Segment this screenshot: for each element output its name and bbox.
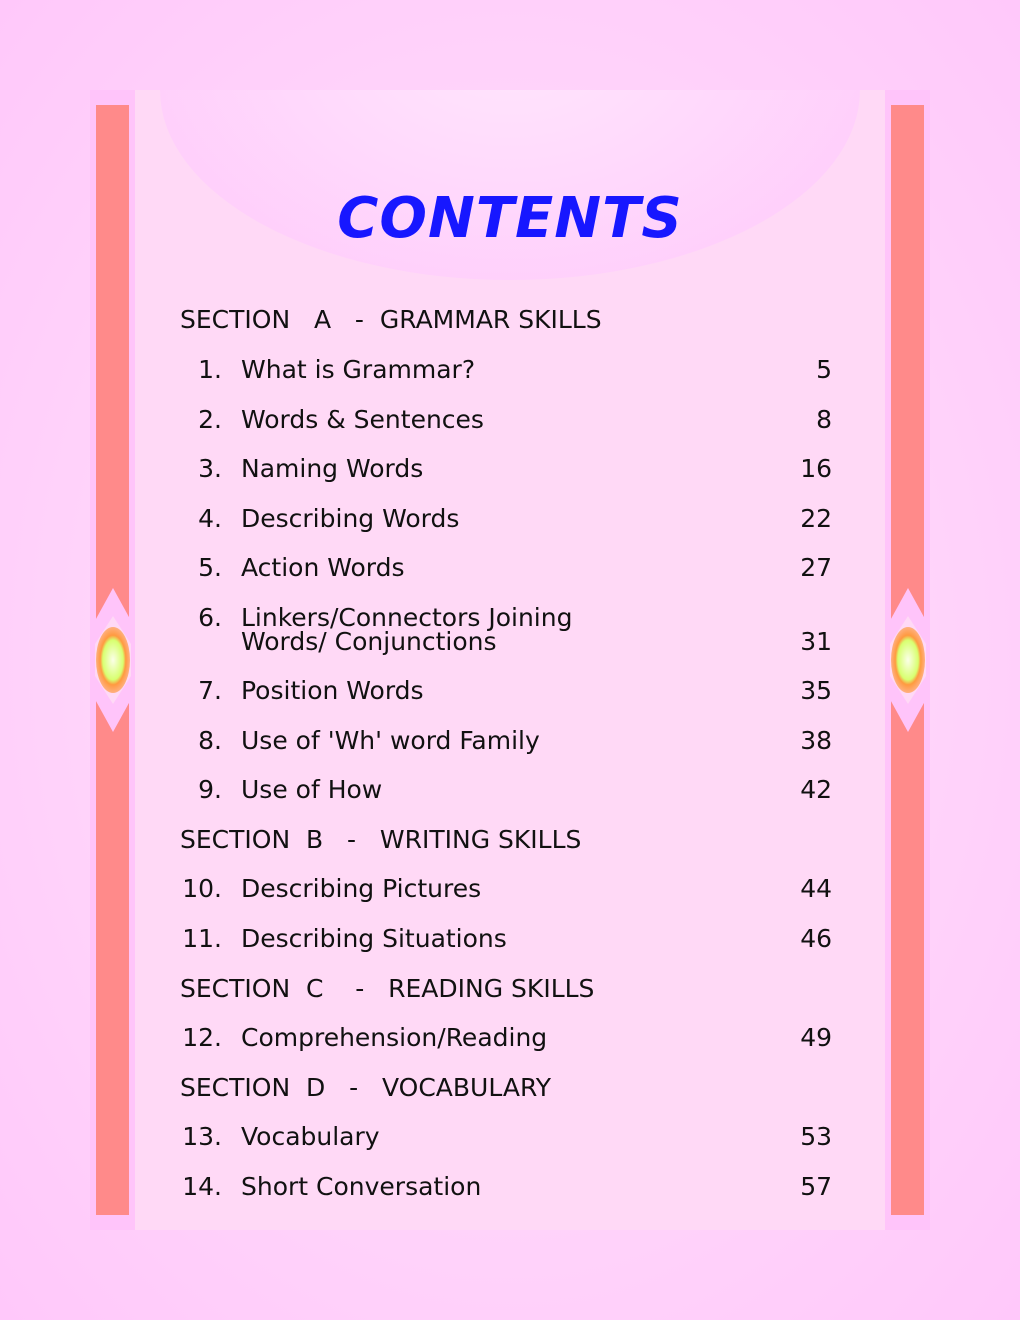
entry-number: 2.	[198, 405, 222, 434]
entry-page: 44	[800, 874, 832, 903]
entry-page: 16	[800, 454, 832, 483]
entry-title: Linkers/Connectors Joining	[241, 603, 573, 632]
entry-page: 42	[800, 775, 832, 804]
entry-title: Use of How	[241, 775, 383, 804]
entry-title: Words & Sentences	[241, 405, 484, 434]
entry-title: Describing Situations	[241, 924, 507, 953]
entry-page: 8	[816, 405, 832, 434]
entry-title: Vocabulary	[241, 1122, 380, 1151]
entry-page: 49	[800, 1023, 832, 1052]
entry-title: Comprehension/Reading	[241, 1023, 548, 1052]
entry-number: 5.	[198, 553, 222, 582]
entry-title: What is Grammar?	[241, 355, 476, 384]
entry-number: 6.	[198, 603, 222, 632]
entry-number: 4.	[198, 504, 222, 533]
toc-entry[interactable]	[180, 553, 832, 583]
entry-number: 1.	[198, 355, 222, 384]
title-arch	[160, 90, 860, 280]
toc-entry[interactable]	[180, 726, 832, 756]
entry-page: 31	[800, 627, 832, 656]
page-title: CONTENTS	[337, 186, 683, 251]
toc-entry[interactable]	[180, 1122, 832, 1152]
section-heading: SECTION B - WRITING SKILLS	[180, 825, 582, 854]
entry-number: 13.	[182, 1122, 222, 1151]
entry-number: 7.	[198, 676, 222, 705]
entry-title: Short Conversation	[241, 1172, 482, 1201]
entry-number: 12.	[182, 1023, 222, 1052]
entry-title: Describing Pictures	[241, 874, 482, 903]
entry-title: Use of 'Wh' word Family	[241, 726, 540, 755]
toc-entry[interactable]	[180, 405, 832, 435]
entry-number: 11.	[182, 924, 222, 953]
toc-entry[interactable]	[180, 504, 832, 534]
right-ornament-icon	[886, 588, 930, 732]
entry-page: 27	[800, 553, 832, 582]
entry-page: 5	[816, 355, 832, 384]
left-ornament-icon	[91, 588, 135, 732]
section-heading: SECTION A - GRAMMAR SKILLS	[180, 305, 602, 334]
entry-page: 57	[800, 1172, 832, 1201]
toc-entry[interactable]	[180, 676, 832, 706]
toc-entry[interactable]	[180, 924, 832, 954]
entry-title: Action Words	[241, 553, 405, 582]
entry-number: 10.	[182, 874, 222, 903]
toc-entry[interactable]	[180, 603, 832, 656]
entry-number: 14.	[182, 1172, 222, 1201]
section-heading: SECTION D - VOCABULARY	[180, 1073, 551, 1102]
entry-title-continued: Words/ Conjunctions	[241, 627, 497, 656]
toc-entry[interactable]	[180, 775, 832, 805]
toc-entry[interactable]	[180, 1023, 832, 1053]
entry-title: Describing Words	[241, 504, 460, 533]
entry-number: 8.	[198, 726, 222, 755]
entry-title: Naming Words	[241, 454, 424, 483]
toc-entry[interactable]	[180, 454, 832, 484]
entry-page: 22	[800, 504, 832, 533]
entry-number: 3.	[198, 454, 222, 483]
entry-page: 53	[800, 1122, 832, 1151]
section-heading: SECTION C - READING SKILLS	[180, 974, 595, 1003]
toc-entry[interactable]	[180, 1172, 832, 1202]
entry-page: 35	[800, 676, 832, 705]
toc-entry[interactable]	[180, 874, 832, 904]
content-panel	[135, 90, 885, 1230]
entry-page: 46	[800, 924, 832, 953]
entry-title: Position Words	[241, 676, 424, 705]
toc-entry[interactable]	[180, 355, 832, 385]
entry-page: 38	[800, 726, 832, 755]
entry-number: 9.	[198, 775, 222, 804]
